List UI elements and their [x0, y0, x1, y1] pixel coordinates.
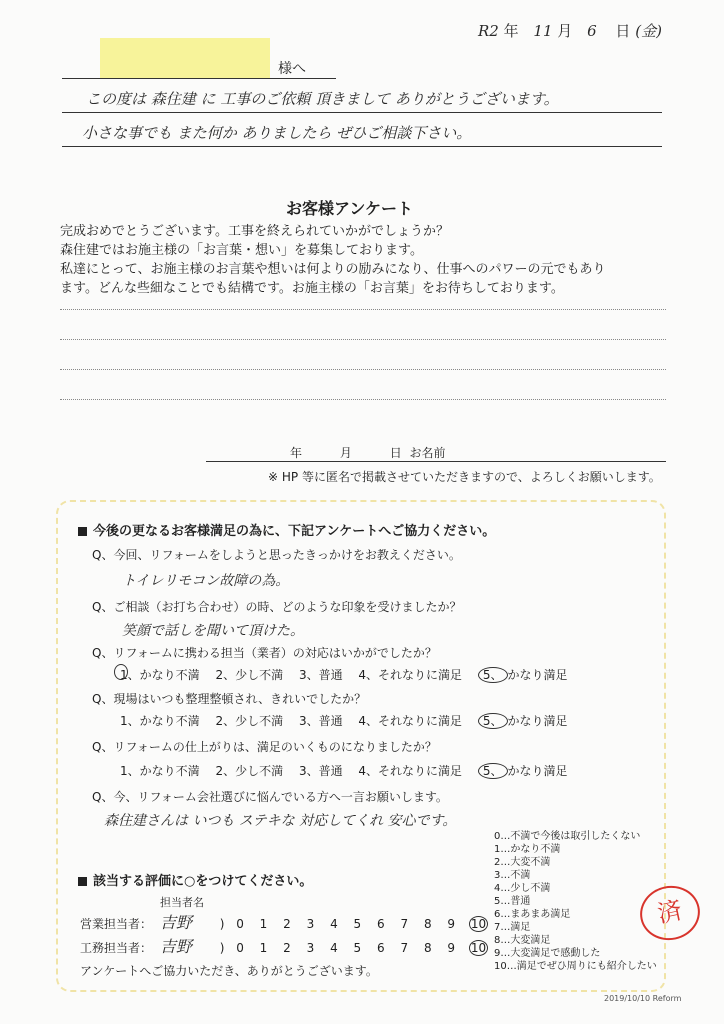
legend-item: 9…大変満足で感動した [494, 948, 601, 959]
question-6: Q、今、リフォーム会社選びに悩んでいる方へ一言お願いします。 [92, 790, 448, 804]
intro-line-3: 私達にとって、お施主様のお言葉や想いは何よりの励みになり、仕事へのパワーの元でもあり [60, 262, 606, 277]
option-1: 1、かなり不満 [120, 668, 200, 682]
option-4: 4、それなりに満足 [358, 714, 463, 728]
score-selected: 10 [470, 917, 487, 931]
question-1: Q、今回、リフォームをしようと思ったきっかけをお教えください。 [92, 548, 461, 562]
score: 0 [236, 941, 244, 955]
staff-role: 工務担当者： [80, 941, 153, 955]
score: 8 [423, 941, 432, 955]
score: 4 [330, 941, 338, 955]
option-4: 4、それなりに満足 [358, 668, 463, 682]
staff-name-header: 担当者名 [160, 896, 204, 909]
sign-name: お名前 [409, 446, 446, 460]
legend-item: 8…大変満足 [494, 935, 551, 946]
note-rule-1 [62, 112, 662, 113]
option-5-label: かなり満足 [507, 668, 568, 682]
option-2: 2、少し不満 [215, 764, 284, 778]
recipient-line [62, 78, 336, 79]
date-year-label: 年 [503, 22, 519, 40]
score: 6 [377, 917, 385, 931]
sign-day: 日 [389, 446, 402, 460]
legend-item: 1…かなり不満 [494, 844, 561, 855]
option-1-mark [114, 664, 128, 680]
legend-item: 5…普通 [494, 896, 531, 907]
thank-you-line-2: 小さな事でも また何か ありましたら ぜひご相談下さい。 [82, 124, 472, 142]
legend-item: 3…不満 [494, 870, 531, 881]
intro-paragraph [60, 222, 605, 298]
survey-title: お客様アンケート [286, 199, 414, 218]
answer-1: トイレリモコン故障の為。 [122, 573, 290, 589]
staff-name: 吉野 [159, 913, 192, 932]
answer-2: 笑顔で話しを聞いて頂けた。 [122, 623, 304, 639]
score: 6 [377, 941, 385, 955]
score-selected: 10 [470, 941, 487, 955]
score: 2 [283, 917, 291, 931]
score: 3 [306, 917, 315, 931]
square-bullet-icon [78, 877, 87, 886]
hp-note: ※ HP 等に匿名で掲載させていただきますので、よろしくお願いします。 [268, 470, 661, 484]
option-5-label: かなり満足 [507, 714, 568, 728]
intro-line-4: ます。どんな些細なことでも結構です。お施主様の「お言葉」をお待ちしております。 [60, 281, 564, 296]
section2-title [78, 870, 312, 889]
section1-title [78, 520, 495, 539]
score: 0 [236, 917, 244, 931]
section1-title-text: 今後の更なるお客様満足の為に、下記アンケートへご協力ください。 [93, 524, 496, 539]
comment-line [60, 369, 666, 370]
score: 9 [447, 917, 456, 931]
legend-item: 10…満足でぜひ周りにも紹介したい [494, 961, 657, 972]
score: 2 [283, 941, 291, 955]
question-3: Q、リフォームに携わる担当（業者）の対応はいかがでしたか？ [92, 646, 437, 660]
comment-line [60, 339, 666, 340]
staff-row-construction [80, 934, 488, 957]
date-day: 6 [587, 22, 597, 40]
question-4: Q、現場はいつも整理整頓され、きれいでしたか？ [92, 692, 367, 706]
score: 5 [353, 941, 362, 955]
option-4: 4、それなりに満足 [358, 764, 463, 778]
score: 7 [400, 941, 409, 955]
section2-title-text: 該当する評価に○をつけてください。 [93, 874, 313, 889]
score: 7 [400, 917, 409, 931]
date-day-label: 日 [615, 22, 631, 40]
score-list [236, 941, 488, 955]
score: 9 [447, 941, 456, 955]
option-1: 1、かなり不満 [120, 764, 200, 778]
score: 8 [423, 917, 432, 931]
option-5: 5、 [478, 763, 508, 779]
staff-role: 営業担当者： [80, 917, 153, 931]
score: 5 [353, 917, 362, 931]
staff-name: 吉野 [159, 937, 192, 956]
comment-line [60, 309, 666, 310]
date-month: 11 [533, 22, 553, 40]
redacted-name [100, 38, 270, 78]
stamp-text: 済 [655, 895, 685, 929]
legend-item: 0…不満で今後は取引したくない [494, 831, 641, 842]
score: 4 [330, 917, 338, 931]
option-3: 3、普通 [298, 668, 343, 682]
footer-date: 2019/10/10 Reform [604, 994, 682, 1003]
option-3: 3、普通 [298, 714, 343, 728]
staff-row-sales [80, 910, 488, 933]
comment-line [60, 399, 666, 400]
date-month-label: 月 [557, 22, 573, 40]
date [478, 20, 662, 41]
sign-year: 年 [290, 446, 303, 460]
option-5-label: かなり満足 [507, 764, 568, 778]
legend-item: 2…大変不満 [494, 857, 551, 868]
square-bullet-icon [78, 527, 87, 536]
legend-item: 6…まあまあ満足 [494, 909, 571, 920]
sign-month: 月 [339, 446, 352, 460]
intro-line-1: 完成おめでとうございます。工事を終えられていかがでしょうか？ [60, 224, 449, 239]
rating-row-4 [120, 712, 568, 729]
rating-row-5 [120, 762, 568, 779]
score: 3 [306, 941, 315, 955]
score-list [236, 917, 488, 931]
date-year-prefix: R2 [478, 22, 499, 40]
question-2: Q、ご相談（お打ち合わせ）の時、どのような印象を受けましたか？ [92, 600, 462, 614]
score: 1 [259, 941, 268, 955]
date-weekday: (金) [635, 22, 662, 40]
question-5: Q、リフォームの仕上がりは、満足のいくものになりましたか？ [92, 740, 437, 754]
legend-item: 4…少し不満 [494, 883, 551, 894]
thank-you-line-1: この度は 森住建 に 工事のご依頼 頂きまして ありがとうございます。 [86, 90, 559, 108]
recipient-suffix: 様へ [278, 61, 306, 77]
note-rule-2 [62, 146, 662, 147]
score-open-paren: ) [219, 917, 225, 931]
answer-6: 森住建さんは いつも ステキな 対応してくれ 安心です。 [104, 813, 457, 829]
rating-row-3 [120, 666, 568, 683]
score: 1 [259, 917, 268, 931]
option-2: 2、少し不満 [215, 668, 284, 682]
closing-text: アンケートへご協力いただき、ありがとうございます。 [80, 964, 378, 978]
legend-item: 7…満足 [494, 922, 531, 933]
sign-row [290, 444, 446, 461]
option-3: 3、普通 [298, 764, 343, 778]
option-1: 1、かなり不満 [120, 714, 200, 728]
sign-line [206, 461, 666, 462]
option-2: 2、少し不満 [215, 714, 284, 728]
option-5: 5、 [478, 667, 508, 683]
option-5: 5、 [478, 713, 508, 729]
score-legend [494, 830, 657, 973]
score-open-paren: ) [219, 941, 225, 955]
intro-line-2: 森住建ではお施主様の「お言葉・想い」を募集しております。 [60, 243, 423, 258]
